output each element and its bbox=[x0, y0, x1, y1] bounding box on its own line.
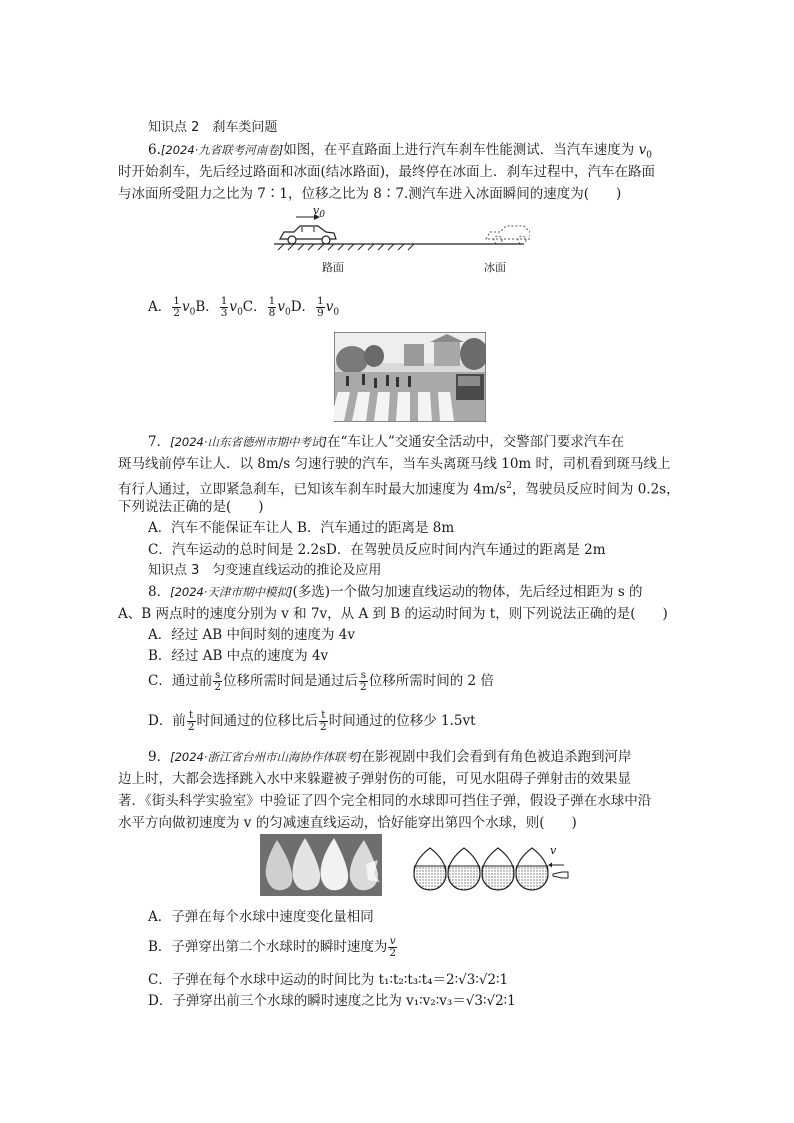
q6-option-d: D． $\frac{1}{9}$ $v_0$ bbox=[290, 295, 340, 319]
q6-var-v: v bbox=[638, 142, 647, 158]
q6-option-a: A． $\frac{1}{2}$ $v_0$ bbox=[148, 295, 196, 319]
q9-option-c: C．子弹在每个水球中运动的时间比为 t₁∶t₂∶t₃∶t₄＝2∶√3∶√2∶1 bbox=[148, 972, 509, 988]
q7-options-ab: A．汽车不能保证车让人 B．汽车通过的距离是 8m bbox=[148, 520, 455, 536]
q9-figure-balls-bullet bbox=[410, 846, 570, 892]
q9-source: [2024·浙江省台州市山海协作体联考] bbox=[170, 750, 362, 764]
q7-number: 7． bbox=[148, 434, 171, 450]
q7-source: [2024·山东省德州市期中考试] bbox=[170, 435, 327, 449]
q7-line4: 下列说法正确的是( ) bbox=[118, 499, 264, 515]
q6-options bbox=[148, 288, 339, 326]
q6-line2: 时开始刹车，先后经过路面和冰面(结冰路面)，最终停在冰面上．刹车过程中，汽车在路面 bbox=[118, 164, 656, 180]
q8-option-c: C．通过前 $\frac{s}{2}$ 位移所需时间是通过后 $\frac{s}{2}$ 位移所需时间的 2 倍 bbox=[148, 669, 494, 693]
q7-text-1: 在“车让人”交通安全活动中，交警部门要求汽车在 bbox=[327, 434, 625, 450]
q6-number: 6. bbox=[148, 142, 161, 158]
water-balloons-photo bbox=[260, 834, 382, 896]
q6-line3: 与冰面所受阻力之比为 7∶1，位移之比为 8∶7.测汽车进入冰面瞬间的速度为( ) bbox=[118, 186, 622, 202]
q9-option-b: B．子弹穿出第二个水球时的瞬时速度为 $\frac{v}{2}$ bbox=[148, 935, 397, 959]
q8-option-a: A．经过 AB 中间时刻的速度为 4v bbox=[148, 627, 356, 643]
q8-text-1: (多选)一个做匀加速直线运动的物体，先后经过相距为 s 的 bbox=[292, 584, 643, 600]
q7-line3: 有行人通过，立即紧急刹车，已知该车刹车时最大加速度为 $4m/s^2$，驾驶员反应时间为 0.2s， bbox=[118, 481, 680, 498]
q9-line2: 边上时，大都会选择跳入水中来躲避被子弹射伤的可能，可见水阻碍子弹射击的效果显 bbox=[118, 771, 631, 787]
q6-var-sub: 0 bbox=[646, 150, 652, 161]
q8-number: 8． bbox=[148, 584, 171, 600]
zebra-crossing-photo bbox=[334, 332, 486, 422]
q9-text-1: 在影视剧中我们会看到有角色被追杀跑到河岸 bbox=[361, 749, 632, 765]
q9-line3: 著．《街头科学实验室》中验证了四个完全相同的水球即可挡住子弹，假设子弹在水球中沿 bbox=[118, 793, 652, 809]
q7-line1 bbox=[148, 432, 624, 452]
q9-number: 9． bbox=[148, 749, 171, 765]
q8-source: [2024·天津市期中模拟] bbox=[170, 585, 293, 599]
q9-option-d: D．子弹穿出前三个水球的瞬时速度之比为 v₁∶v₂∶v₃＝√3∶√2∶1 bbox=[148, 993, 516, 1009]
q8-line2: A、B 两点时的速度分别为 v 和 7v，从 A 到 B 的运动时间为 t，则下列说法正确的是( ) bbox=[118, 606, 668, 622]
q6-text-1: 如图，在平直路面上进行汽车刹车性能测试．当汽车速度为 bbox=[283, 142, 639, 158]
q9-line1 bbox=[148, 747, 632, 767]
q9-option-a: A．子弹在每个水球中速度变化量相同 bbox=[148, 909, 374, 925]
section-title-kp3: 知识点 3 匀变速直线运动的推论及应用 bbox=[148, 563, 382, 578]
q9-fig-v-label: v bbox=[550, 844, 557, 857]
q6-figure-car bbox=[270, 205, 530, 275]
q9-line4: 水平方向做初速度为 v 的匀减速直线运动，恰好能穿出第四个水球，则( ) bbox=[118, 815, 577, 831]
q6-fig-v0-label: $v_0$ bbox=[313, 204, 325, 221]
q6-option-c: C． $\frac{1}{8}$ $v_0$ bbox=[242, 295, 291, 319]
q6-fig-road-label: 路面 bbox=[322, 261, 344, 274]
q7-options-cd: C．汽车运动的总时间是 2.2sD．在驾驶员反应时间内汽车通过的距离是 2m bbox=[148, 542, 606, 558]
q9-photo-water-balloons bbox=[260, 834, 382, 896]
section-title-kp2: 知识点 2 刹车类问题 bbox=[148, 120, 278, 135]
q6-source: [2024·九省联考河南卷] bbox=[160, 143, 284, 157]
q7-photo-zebra-crossing bbox=[334, 332, 486, 422]
q6-fig-ice-label: 冰面 bbox=[484, 261, 506, 274]
q8-option-b: B．经过 AB 中点的速度为 4v bbox=[148, 648, 329, 664]
q8-option-d: D．前 $\frac{t}{2}$ 时间通过的位移比后 $\frac{t}{2}$ 时间通过的位移少 1.5vt bbox=[148, 709, 476, 733]
q6-option-b: B． $\frac{1}{3}$ $v_0$ bbox=[195, 295, 243, 319]
water-balls-diagram bbox=[410, 846, 570, 892]
q7-line2: 斑马线前停车让人．以 8m/s 匀速行驶的汽车，当车头离斑马线 10m 时，司机看到斑马线上 bbox=[118, 456, 671, 472]
q8-line1 bbox=[148, 582, 643, 602]
